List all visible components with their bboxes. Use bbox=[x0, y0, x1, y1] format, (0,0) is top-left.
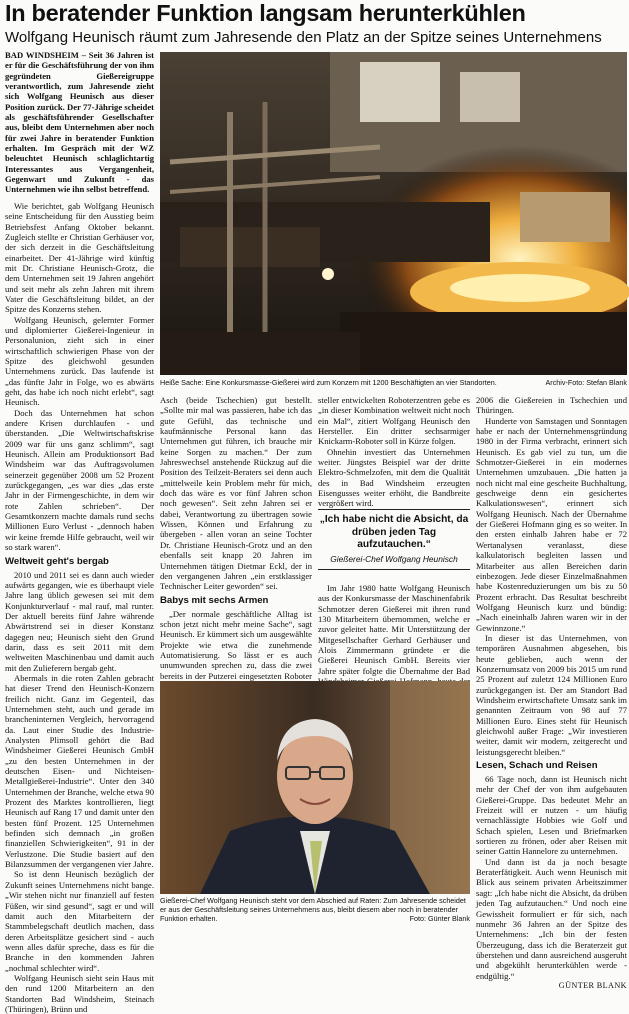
paragraph: Ohnehin investiert das Unternehmen weiter. Jüngstes Beispiel war der dritte Elektro-Schmelzofen, mit dem die Qualität des in Bad Windsheim erzeugten Eisengusses weiter erhöht, die Bandbreite vergrößert wird. bbox=[318, 446, 470, 509]
photo-bottom-caption-text: Gießerei-Chef Wolfgang Heunisch steht vor dem Abschied auf Raten: Zum Jahresende scheidet er aus der Geschäftsleitung seines Unternehmens aus, bleibt diesem aber noch in beratender Funktion erhalten. bbox=[160, 896, 466, 923]
subhead-lesen: Lesen, Schach und Reisen bbox=[476, 760, 598, 772]
paragraph: Hunderte von Samstagen und Sonntagen habe er nach der Unternehmensgründung 1980 in der Firma verbracht, erinnert sich Heunisch. Es gab viel zu tun, um die Schmotzer-Gießerei in ein modernes Unternehmen umzubauen. „Die hatten ja noch nicht mal eine gescheite Buchhaltung, geschweige denn ein gesichertes Kalkulationswesen“, erinnert sich Wolfgang Heunisch. Nach der Übernahme der Gießerei Hofmann ging es so weiter. In den ersten einhalb Jahren habe er 72 Wertanalysen veranlasst, diese kalkulatorisch begleiten lassen und Mitarbeiter aus allen Bereichen darin einbezogen. Jede dieser Einzelmaßnahmen habe Kostenreduzierungen um bis zu 50 Prozent erbracht. Das Resultat beschreibt Wolfgang Heunisch kurz und bündig: „Nach eineinhalb Jahren waren wir in der Gewinnzone.“ bbox=[476, 415, 627, 633]
headline: In beratender Funktion langsam herunterkühlen bbox=[5, 0, 526, 26]
photo-top-credit: Archiv-Foto: Stefan Blank bbox=[545, 378, 627, 387]
column-1 bbox=[5, 50, 154, 1014]
paragraph: Asch (beide Tschechien) gut bestellt. „Sollte mir mal was passieren, habe ich das gute Gefühl, das technische und kaufmännische Personal kann das Unternehmen gut führen, ich brauche mir keine Sorgen zu machen.“ Der zum Jahreswechsel anstehende Rückzug auf die Position des Teilzeit-Beraters sei denn auch „mittelweile kein Problem mehr für mich, doch das wäre es vor fünf Jahren schon noch gewesen“. Seit zehn Jahren sei er dabei, Verantwortung zu übertragen sowie Wissen, Können und Erfahrung zu übergeben - allen voran an seine Tochter Dr. Christiane Heunisch-Grotz und an den ebenfalls seit knapp 20 Jahren im Unternehmen tätigen Dietmar Eckl, der in den vergangenen Jahren „ein erstklassiger Technischer Leiter geworden“ sei. bbox=[160, 395, 312, 592]
foundry-photo bbox=[160, 52, 627, 375]
pull-quote-text: „Ich habe nicht die Absicht, da drüben jeden Tag aufzutauchen.“ bbox=[319, 514, 469, 550]
pull-quote bbox=[318, 509, 470, 570]
foundry-illustration bbox=[160, 52, 627, 375]
paragraph: Abermals in die roten Zahlen gebracht hat dieser Trend den Heunisch-Konzern freilich nicht. Ganz im Gegenteil, das Unternehmen steht, auch und gerade im brancheninternen Vergleich, hervorragend da. Laut einer Studie des Industrie-Analysten Plimsoll gehört die Bad Windsheimer Gießerei Heunisch GmbH „zu den besten Unternehmen in der deutschen Eisen- und Nichteisen-Metallgießerei-Industrie“. Unter den 340 Unternehmen der Branche, welche etwa 90 Prozent des Marktes kontrollieren, liegt Heunisch auf Rang 17 und damit unter den besten fünf Prozent. 125 Unternehmen befinden sich demnach „in großen finanziellen Schwierigkeiten“, 91 in der Verlustzone. Die Studie basiert auf den Bilanzsummen der vergangenen vier Jahre. bbox=[5, 672, 154, 870]
column-4 bbox=[476, 395, 627, 990]
lead-paragraph: BAD WINDSHEIM – Seit 36 Jahren ist er für die Geschäftsführung der von ihm gegründeten Gießereigruppe verantwortlich, zum Jahresende zieht sich Wolfgang Heunisch aus dieser Position zurück. Der 77-Jährige scheidet als geschäftsführender Gesellschafter aus, bleibt dem Unternehmen aber noch für zwei Jahre in beratender Funktion erhalten. Im Gespräch mit der WZ beleuchtet Heunisch schlaglichtartig Interessantes aus Vergangenheit, Gegenwart und Zukunft - das Unternehmen wie ihn selbst betreffend. bbox=[5, 50, 154, 195]
paragraph: So ist denn Heunisch bezüglich der Zukunft seines Unternehmens nicht bange. „Wir stehen nicht nur finanziell auf festen Füßen, wir sind gesund“, sagt er und will damit auch den Mitarbeitern der Stammbelegschaft deutlich machen, dass deren Arbeitsplätze gesichert sind - auch wenn alles dafür spreche, dass es für die Branche in den kommenden Jahren „nochmal schlechter wird“. bbox=[5, 869, 154, 973]
paragraph: 66 Tage noch, dann ist Heunisch nicht mehr der Chef der von ihm aufgebauten Gießerei-Gruppe. Das bedeutet Mehr an Freizeit will er nutzen - um häufig vernachlässigte Hobbies wie Golf und Schach spielen, Lesen und Briefmarken sortieren zu frönen, oder aber Reisen mit seiner Gattin Hannelore zu unternehmen. bbox=[476, 774, 627, 857]
paragraph: steller entwickelten Roboterzentren gebe es „in dieser Kombination weltweit nicht noch ein Mal“, zitiert Wolfgang Heunisch den Hersteller. Ein dritter sechsarmiger Knickarm-Roboter soll in Kürze folgen. bbox=[318, 395, 470, 447]
photo-top-caption bbox=[160, 378, 627, 387]
paragraph: 2006 die Gießereien in Tschechien und Thüringen. bbox=[476, 395, 627, 416]
byline: GÜNTER BLANK bbox=[558, 980, 627, 990]
photo-bottom-credit: Foto: Günter Blank bbox=[409, 914, 470, 923]
subheadline: Wolfgang Heunisch räumt zum Jahresende den Platz an der Spitze seines Unternehmens bbox=[5, 29, 602, 46]
paragraph: Wolfgang Heunisch sieht sein Haus mit den rund 1200 Mitarbeitern an den Standorten Bad Windsheim, Steinach (Thüringen), Brünn und bbox=[5, 972, 154, 1014]
portrait-illustration bbox=[160, 681, 470, 894]
column-3 bbox=[318, 395, 470, 507]
paragraph: Wolfgang Heunisch, gelernter Former und diplomierter Gießerei-Ingenieur in Personalunion, zieht sich in einer wirtschaftlich schwierigen Phase von der Spitze des gleichwohl gesunden Unternehmens zurück. Das laufende ist „das fünfte Jahr in Folge, wo es abwärts geht, das habe ich noch nicht erlebt“, sagt Heunisch. bbox=[5, 314, 154, 408]
paragraph: Im Jahr 1980 hatte Wolfgang Heunisch aus der Konkursmasse der Maschinenfabrik Schmotzer deren Gießerei mit ihren rund 130 Mitarbeitern übernommen, welche er zuvor geleitet hatte. Mit Unterstützung der Mitgesellschafter Gerhard Gerhäuser und Alois Zimmermann gründete er die Gießerei Heunisch GmbH. Bereits vier Jahre später folgte die Übernahme der Bad bbox=[318, 583, 470, 676]
column-2 bbox=[160, 395, 312, 681]
pull-quote-attribution: Gießerei-Chef Wolfgang Heunisch bbox=[330, 553, 458, 564]
subhead-weltweit: Weltweit geht's bergab bbox=[5, 555, 109, 567]
subhead-babys: Babys mit sechs Armen bbox=[160, 594, 269, 606]
column-1-body bbox=[5, 201, 154, 553]
photo-bottom-caption bbox=[160, 896, 470, 923]
paragraph: Wie berichtet, gab Wolfgang Heunisch seine Entscheidung für den Ausstieg beim Betriebsfest Anfang Oktober bekannt. Zugleich stellte er Christian Gerhäuser vor, der sich derzeit in die Geschäftsleitung einarbeitet. Der 41-Jährige wird künftig mit Dr. Christiane Heunisch-Grotz, die dem Unternehmen seit 19 Jahren angehört und seit mehr als zehn Jahren mit ihrem Vater die Geschäftsleitung bildet, an der Spitze des Konzerns stehen. bbox=[5, 200, 154, 315]
paragraph: Doch das Unternehmen hat schon andere Krisen durchlaufen - und überstanden. „Die Weltwirtschaftskrise 2009 war für uns ganz schlimm“, sagt Heunisch. Allein am Produktionsort Bad Windsheim war das Auftragsvolumen seinerzeit gegenüber 2008 um 52 Prozent zurückgegangen, „es war dies „das erste Jahr in der Firmengeschichte, in dem wir rote Zahlen schrieben“. Der Gesamtkonzern machte damals rund sechs Millionen Euro Verlust - „dennoch haben wir keine fremde Hilfe gebraucht, weil wir so stark waren“. bbox=[5, 407, 154, 553]
paragraph: 2010 und 2011 sei es dann auch wieder aufwärts gegangen, wie es überhaupt viele Jahre lang üblich gewesen sei mit dem Konjunkturverlauf - mal rauf, mal runter. Der aktuell bereits fünf Jahre währende Abwärtstrend sei in dieser Konstanz dagegen neu; Heunisch sieht den Grund darin, dass es seit 2011 mit dem weltweiten Maschinenbau und damit auch mit den Zulieferern bergab geht. bbox=[5, 569, 154, 673]
photo-top-caption-text: Heiße Sache: Eine Konkursmasse-Gießerei wird zum Konzern mit 1200 Beschäftigten an vier Standorten. bbox=[160, 378, 497, 387]
column-3-continued bbox=[318, 583, 470, 677]
paragraph: „Der normale geschäftliche Alltag ist schon jetzt nicht mehr meine Sache“, sagt Heunisch. Er kümmert sich um ausgewählte Projekte wie etwa die zunehmende Automatisierung. So lässt er es auch unumwunden sprechen zu, dass die zwei bereits in der Putzerei eingesetzten Roboter bbox=[160, 608, 312, 681]
paragraph: Und dann ist da ja noch besagte Beraterfätigkeit. Auch wenn Heunisch mit Blick aus seinem privaten Arbeitszimmer sagt: „Ich habe nicht die Absicht, da drüben jeden Tag aufzutauchen.“ Und noch eine Gewissheit formuliert er für sich, nach nunmehr 36 Jahren an der Spitze des Unternehmens: „Ich bin der festen Überzeugung, dass ich die Beraterzeit gut überstehen und dann ausreichend ausgeruht und abgekühlt herunterkühlen werde - endgültig.“ bbox=[476, 856, 627, 981]
paragraph: In dieser ist das Unternehmen, von temporären Ausnahmen abgesehen, bis heute geblieben, auch wenn der Konzernumsatz von 2009 bis 2015 um rund 25 Prozent auf zuletzt 124 Millionen Euro zurückgegangen ist. Der am Standort Bad Windsheim erwirtschaftete Umsatz sank im genannten Zeitraum von 98 auf 77 Millionen Euro. Eines steht für Heunisch gleichwohl außer Frage: „Wir investieren weiter, damit wir modern, zeitgerecht und leistungsgerecht bleiben.“ bbox=[476, 632, 627, 757]
portrait-photo bbox=[160, 681, 470, 894]
